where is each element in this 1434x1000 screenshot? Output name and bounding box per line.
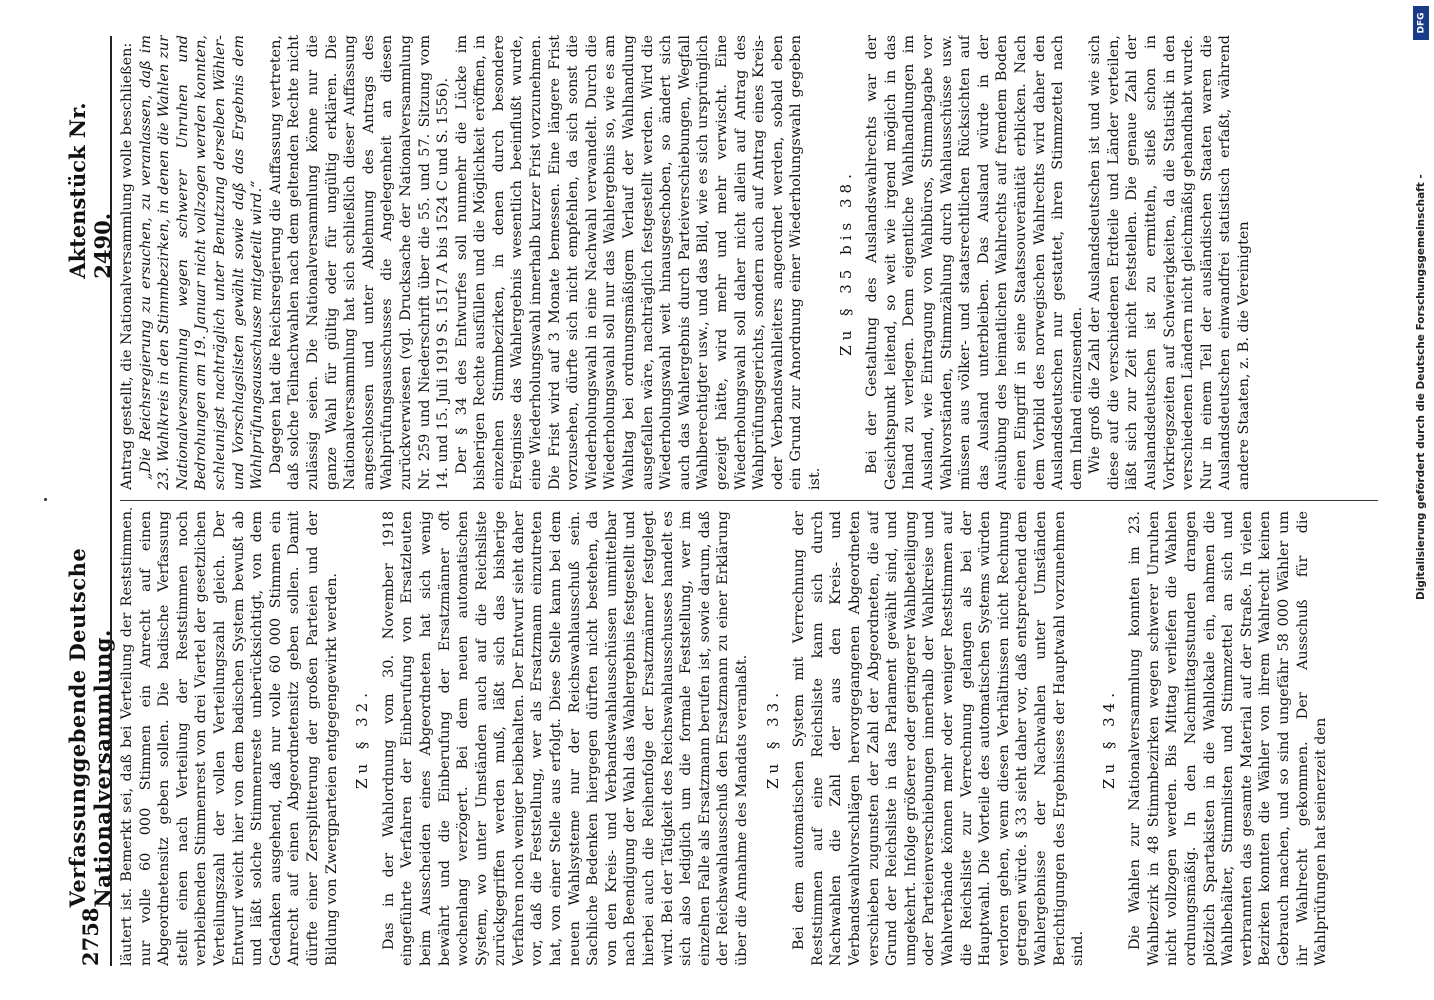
credit-text: Digitalisierung gefördert durch die Deutsche Forschungsgemeinschaft - bbox=[1415, 174, 1427, 600]
quoted-motion: „Die Reichsregierung zu ersuchen, zu veranlassen, daß im 23. Wahlkreis in den Stimmbezirken, in denen die Wahlen zur Nationalversammlung wegen schwerer Unruhen und Bedrohungen am 19. Januar nicht vollzogen werden konnten, schleunigst nachträglich unter Benutzung derselben Wähler- und Vorschlagslisten gewählt sowie daß das Ergebnis dem Wahlprüfungsausschusse mitgeteilt wird.“ bbox=[137, 35, 266, 490]
section-heading: Zu § 32. bbox=[353, 688, 372, 789]
paragraph: Bei dem automatischen System mit Verrechnung der Reststimmen auf eine Reichsliste kann sich durch Nachwahlen die Zahl der aus den Kreis- und Verbandswahlvorschlägen hervorgegangenen Abgeordneten verschieben zugunsten der Zahl der Abgeordneten, die auf Grund der Reichsliste in das Parlament gewählt sind, und umgekehrt. Infolge größerer oder geringerer Wahlbeteiligung oder Parteienverschiebungen innerhalb der Wahlkreise und Wahlverbände können mehr oder weniger Reststimmen auf die Reichsliste zur Verrechnung gelangen als bei der Hauptwahl. Die Vorteile des automatischen Systems würden verloren gehen, wenn diesen Verhältnissen nicht Rechnung getragen würde. § 33 sieht daher vor, daß entsprechend dem Wahlergebnisse der Nachwahlen unter Umständen Berichtigungen des Ergebnisses der Hauptwahl vorzunehmen sind. bbox=[791, 511, 1087, 966]
paragraph: Die Wahlen zur Nationalversammlung konnten im 23. Wahlbezirk in 48 Stimmbezirken wegen schwerer Unruhen nicht vollzogen werden. Bis Mittag verliefen die Wahlen ordnungsmäßig. In den Nachmittagsstunden drangen plötzlich Spartakisten in die Wahllokale ein, nahmen die Wahlbehälter, Stimmlisten und Stimmzettel an sich und verbrannten das gesamte Material auf der Straße. In vielen Bezirken konnten die Wähler von ihrem Wahlrecht keinen Gebrauch machen, und so sind ungefähr 58 000 Wähler um ihr Wahlrecht gekommen. Der Ausschuß für die Wahlprüfungen hat seinerzeit den bbox=[1127, 511, 1330, 966]
header-rule bbox=[110, 36, 112, 966]
paragraph: Dagegen hat die Reichsregierung die Auffassung vertreten, daß solche Teilnachwahlen nach dem geltenden Rechte nicht zulässig seien. Die Nationalversammlung könne nur die ganze Wahl für gültig oder für ungültig erklären. Die Nationalversammlung hat sich schließlich dieser Auffassung angeschlossen und unter Ablehnung des Antrags des Wahlprüfungsausschusses die Angelegenheit an diesen zurückverwiesen (vgl. Drucksache der Nationalversammlung Nr. 259 und Niederschrift über die 55. und 57. Sitzung vom 14. und 15. Juli 1919 S. 1517 A bis 1524 C und S. 1556). bbox=[267, 35, 452, 490]
section-heading: Zu § 34. bbox=[1099, 688, 1118, 789]
paragraph: Wie groß die Zahl der Auslandsdeutschen ist und wie sich diese auf die verschiedenen Erdteile und Länder verteilen, läßt sich zur Zeit nicht feststellen. Die genaue Zahl der Auslandsdeutschen ist zu ermitteln, stieß schon in Vorkriegszeiten auf Schwierigkeiten, da die Statistik in den verschiedenen Ländern nicht gleichmäßig gehandhabt wurde. Nur in einem Teil der ausländischen Staaten waren die Auslandsdeutschen einwandfrei statistisch erfaßt, während andere Staaten, z. B. die Vereinigten bbox=[1087, 35, 1253, 490]
page-number: 2758 bbox=[77, 907, 103, 966]
paragraph: Das in der Wahlordnung vom 30. November 1918 eingeführte Verfahren der Einberufung von Ersatzleuten beim Ausscheiden eines Abgeordneten hat sich wenig bewährt und die Einberufung der Ersatzmänner oft wochenlang verzögert. Bei dem neuen automatischen System, wo unter Umständen auch auf die Reichsliste zurückgegriffen werden muß, läßt sich das bisherige Verfahren noch weniger beibehalten. Der Entwurf sieht daher vor, daß die Feststellung, wer als Ersatzmann einzutreten hat, von einer Stelle aus erfolgt. Diese Stelle kann bei dem neuen Wahlsysteme nur der Reichswahlausschuß sein. Sachliche Bedenken hiergegen dürften nicht bestehen, da von den Kreis- und Verbandswahlausschüssen unmittelbar nach Beendigung der Wahl das Wahlergebnis festgestellt und hierbei auch die Reihenfolge der Ersatzmänner festgelegt wird. Bei der Tätigkeit des Reichswahlausschusses handelt es sich also lediglich um die formale Feststellung, wer im einzelnen Falle als Ersatzmann berufen ist, sowie darum, daß der Reichswahlausschuß den Ersatzmann zu einer Erklärung über die Annahme des Mandats veranlaßt. bbox=[380, 511, 750, 966]
right-column bbox=[118, 35, 1380, 490]
dfg-logo: DFG bbox=[1413, 6, 1429, 40]
scan-speck bbox=[44, 498, 47, 501]
paragraph: Bei der Gestaltung des Auslandswahlrechts war der Gesichtspunkt leitend, so weit wie irgend möglich in das Inland zu verlegen. Denn eigentliche Wahlhandlungen im Ausland, wie Eintragung von Wahlbüros, Stimmabgabe vor Wahlvorständen, Stimmzählung durch Wahlausschüsse usw. müssen aus völker- und staatsrechtlichen Rücksichten auf das Ausland unterbleiben. Das Ausland würde in der Ausübung des heimatlichen Wahlrechts auf fremdem Boden einen Eingriff in seine Staatssouveränität erblicken. Nach dem Vorbild des norwegischen Wahlrechts wird daher den Auslandsdeutschen nur gestattet, ihren Stimmzettel nach dem Inland einzusenden. bbox=[864, 35, 1085, 490]
left-column bbox=[118, 511, 1380, 966]
paragraph: Der § 34 des Entwurfes soll nunmehr die Lücke im bisherigen Rechte ausfüllen und die Möglichkeit eröffnen, in einzelnen Stimmbezirken, in denen durch besondere Ereignisse das Wahlergebnis wesentlich beeinflußt wurde, eine Wiederholungswahl innerhalb kurzer Frist vorzunehmen. Die Frist wird auf 3 Monate bemessen. Eine längere Frist vorzusehen, dürfte sich nicht empfehlen, da sich sonst die Wiederholungswahl in eine Nachwahl verwandelt. Durch die Wiederholungswahl soll nur das Wahlergebnis so, wie es am Wahltag bei ordnungsmäßigem Verlauf der Wahlhandlung ausgefallen wäre, nachträglich festgestellt werden. Wird die Wiederholungswahl weit hinausgeschoben, so ändert sich auch das Wahlergebnis durch Parteiverschiebungen, Wegfall Wahlberechtigter usw., und das Bild, wie es sich ursprünglich gezeigt hätte, wird mehr und mehr verwischt. Eine Wiederholungswahl soll daher nicht allein auf Antrag des Wahlprüfungsgerichts, sondern auch auf Antrag eines Kreis- oder Verbandswahlleiters angeordnet werden, sobald eben ein Grund zur Anordnung einer Wiederholungswahl gegeben ist. bbox=[453, 35, 823, 490]
section-heading: Zu § 35 bis 38. bbox=[836, 169, 855, 356]
page-title: Verfassunggebende Deutsche Nationalversammlung. bbox=[65, 547, 115, 908]
column-divider bbox=[120, 500, 1378, 501]
section-heading: Zu § 33. bbox=[763, 688, 782, 789]
document-reference: Aktenstück Nr. 2490. bbox=[65, 102, 115, 279]
paragraph: Antrag gestellt, die Nationalversammlung wolle beschließen: bbox=[119, 42, 135, 490]
paragraph: läutert ist. Bemerkt sei, daß bei Verteilung der Reststimmen nur volle 60 000 Stimmen ein Anrecht auf einen Abgeordnetensitz geben sollen. Die badische Verfassung stellt einen nach Verteilung der Reststimmen noch verbleibenden Stimmenrest von drei Viertel der gesetzlichen Verteilungszahl der vollen Verteilungszahl gleich. Der Entwurf weicht hier von dem badischen System bewußt ab und läßt solche Stimmenreste unberücksichtigt, von dem Gedanken ausgehend, daß nur volle 60 000 Stimmen ein Anrecht auf einen Abgeordnetensitz geben sollen. Damit dürfte einer Zersplitterung der großen Parteien und der Bildung von Zwergparteien entgegengewirkt werden. bbox=[119, 511, 340, 966]
scan-speck bbox=[130, 508, 132, 510]
page-header bbox=[65, 36, 115, 966]
